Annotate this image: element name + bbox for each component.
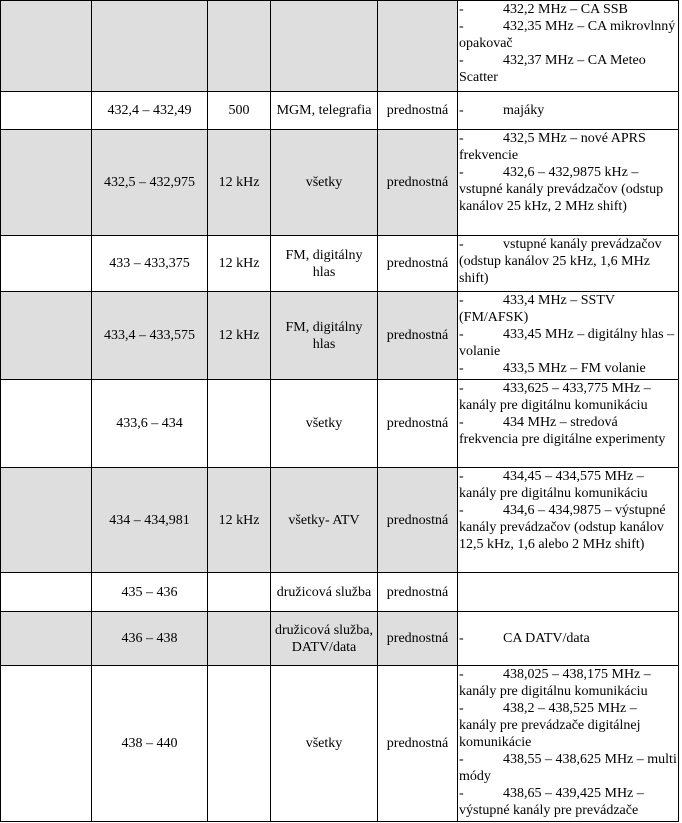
range-cell [92,1,208,92]
section-cell [1,236,92,292]
table-row [1,92,679,130]
notes-cell [458,236,679,292]
table-row [1,612,679,666]
note-line: - 432,35 MHz – CA mikrovlnný opakovač [459,19,676,51]
priority-cell: prednostná [378,92,458,130]
bandwidth-cell: 500 [208,92,271,130]
note-line: - 432,37 MHz – CA Meteo Scatter [459,53,646,85]
range-cell: 438 – 440 [92,666,208,822]
table-row [1,468,679,573]
bandwidth-cell: 12 kHz [208,468,271,573]
note-line: - 432,6 – 432,9875 kHz – vstupné kanály prevádzačov (odstup kanálov 25 kHz, 2 MHz shift) [459,165,664,214]
note-line: - 438,55 – 438,625 MHz – multi módy [459,752,677,784]
mode-cell [271,1,378,92]
note-line: - CA DATV/data [459,631,590,646]
priority-cell: prednostná [378,130,458,236]
priority-cell: prednostná [378,380,458,468]
range-cell: 434 – 434,981 [92,468,208,573]
section-cell [1,292,92,380]
notes-cell [458,666,679,822]
section-cell [1,573,92,612]
mode-cell: družicová služba, DATV/data [271,612,378,666]
mode-cell: všetky- ATV [271,468,378,573]
priority-cell [378,1,458,92]
notes-cell [458,380,679,468]
range-cell: 432,4 – 432,49 [92,92,208,130]
bandwidth-cell [208,573,271,612]
note-line: - 438,65 – 439,425 MHz – výstupné kanály pre prevádzače [459,786,644,818]
section-cell [1,612,92,666]
notes-cell [458,292,679,380]
mode-cell: družicová služba [271,573,378,612]
mode-cell: MGM, telegrafia [271,92,378,130]
section-cell [1,130,92,236]
note-line: - 433,625 – 433,775 MHz – kanály pre digitálnu komunikáciu [459,381,651,413]
table-row [1,1,679,92]
note-line: - 432,2 MHz – CA SSB [459,2,628,17]
section-cell [1,666,92,822]
section-cell [1,380,92,468]
notes-cell [458,1,679,92]
bandwidth-cell: 12 kHz [208,292,271,380]
table-row [1,380,679,468]
priority-cell: prednostná [378,468,458,573]
range-cell: 435 – 436 [92,573,208,612]
table-row [1,573,679,612]
note-line: - 434 MHz – stredová frekvencia pre digitálne experimenty [459,415,666,447]
range-cell: 433,6 – 434 [92,380,208,468]
priority-cell: prednostná [378,573,458,612]
section-cell [1,468,92,573]
section-cell [1,1,92,92]
notes-cell [458,130,679,236]
table-row [1,130,679,236]
priority-cell: prednostná [378,236,458,292]
table-row [1,666,679,822]
range-cell: 432,5 – 432,975 [92,130,208,236]
notes-cell [458,468,679,573]
bandwidth-cell [208,612,271,666]
note-line: - 438,025 – 438,175 MHz – kanály pre digitálnu komunikáciu [459,667,651,699]
bandwidth-cell [208,380,271,468]
bandwidth-cell [208,1,271,92]
note-line: - 434,6 – 434,9875 – výstupné kanály prevádzačov (odstup kanálov 12,5 kHz, 1,6 alebo 2 MHz shift) [459,503,666,552]
section-cell [1,92,92,130]
mode-cell: všetky [271,666,378,822]
note-line: - 438,2 – 438,525 MHz – kanály pre prevádzače digitálnej komunikácie [459,701,641,750]
priority-cell: prednostná [378,612,458,666]
note-line: - 434,45 – 434,575 MHz – kanály pre digitálnu komunikáciu [459,469,648,501]
table-row [1,236,679,292]
notes-cell [458,573,679,612]
mode-cell: FM, digitálny hlas [271,292,378,380]
priority-cell: prednostná [378,666,458,822]
priority-cell: prednostná [378,292,458,380]
range-cell: 433 – 433,375 [92,236,208,292]
notes-cell [458,92,679,130]
note-line: - 433,5 MHz – FM volanie [459,361,646,376]
bandwidth-cell: 12 kHz [208,130,271,236]
bandwidth-cell: 12 kHz [208,236,271,292]
bandwidth-cell [208,666,271,822]
note-line: - 432,5 MHz – nové APRS frekvencie [459,131,646,163]
note-line: - 433,45 MHz – digitálny hlas – volanie [459,327,675,359]
note-line: - 433,4 MHz – SSTV (FM/AFSK) [459,293,615,325]
table-row [1,292,679,380]
range-cell: 436 – 438 [92,612,208,666]
note-line: - majáky [459,103,545,118]
range-cell: 433,4 – 433,575 [92,292,208,380]
notes-cell [458,612,679,666]
mode-cell: FM, digitálny hlas [271,236,378,292]
note-line: - vstupné kanály prevádzačov (odstup kanálov 25 kHz, 1,6 MHz shift) [459,237,662,286]
mode-cell: všetky [271,380,378,468]
mode-cell: všetky [271,130,378,236]
